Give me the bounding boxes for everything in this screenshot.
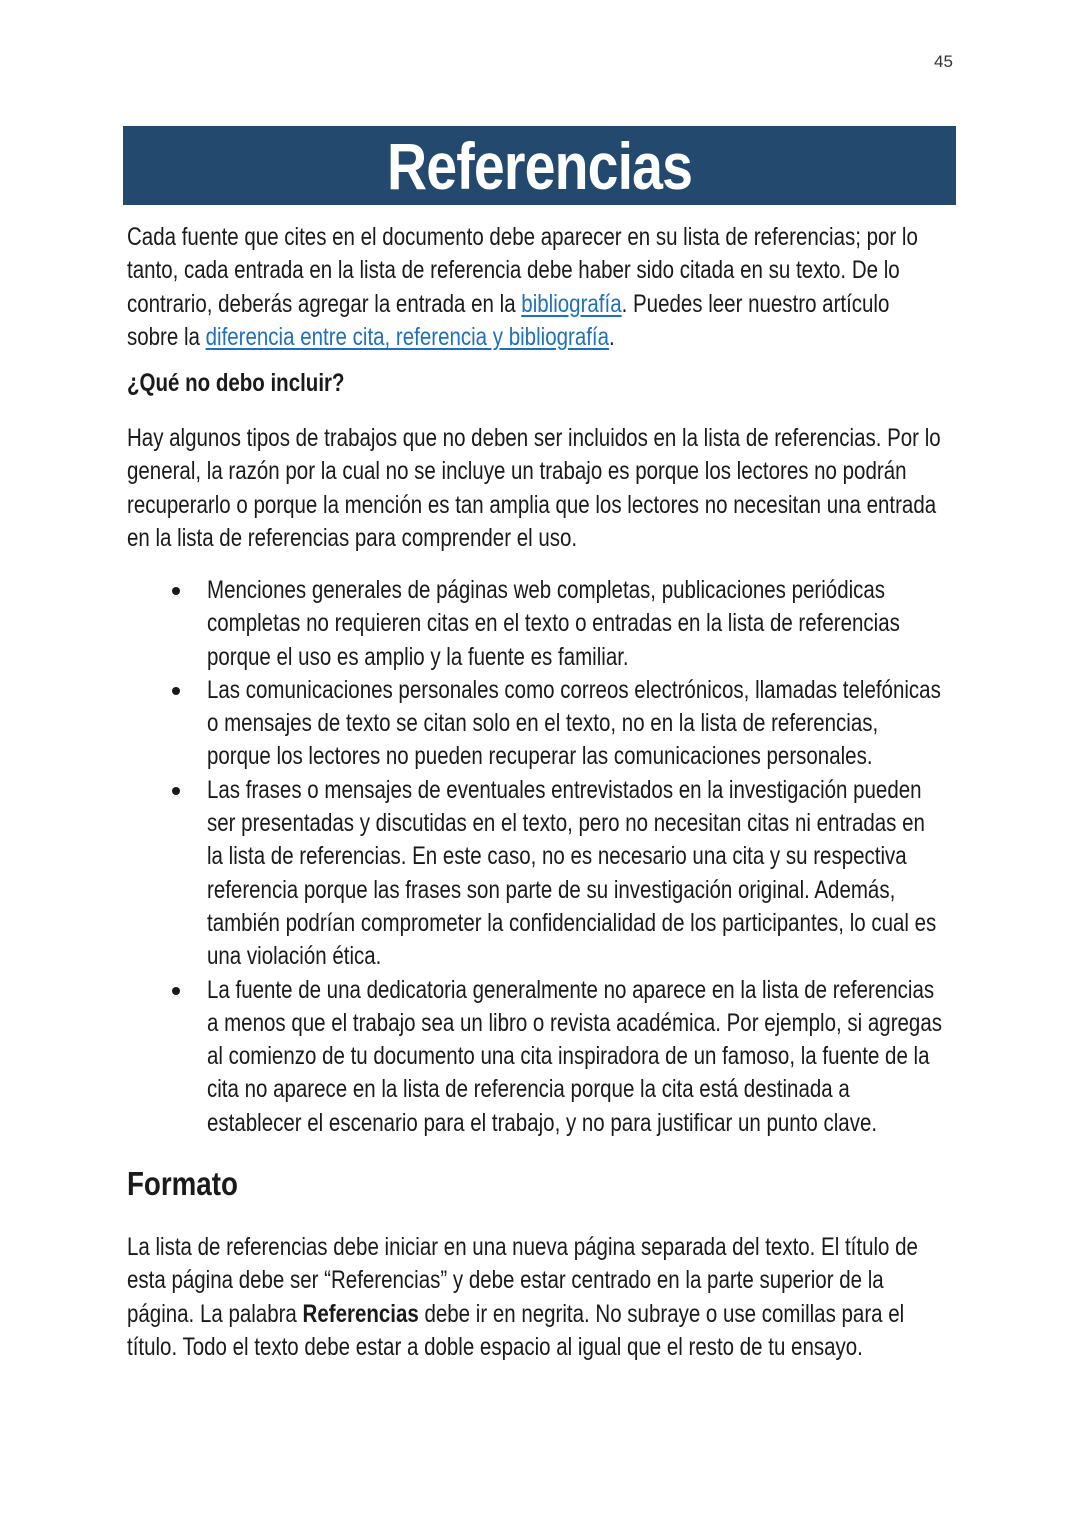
title-banner — [123, 126, 956, 205]
text-line: cita no aparece en la lista de referencia porque la cita está destinada a — [207, 1075, 850, 1104]
link[interactable]: diferencia entre cita, referencia y bibliografía — [205, 322, 610, 351]
text: página. La palabra — [127, 1299, 303, 1328]
list-item — [207, 674, 1080, 774]
text-line: porque el uso es amplio y la fuente es familiar. — [207, 642, 629, 671]
section-heading-format: Formato — [127, 1165, 238, 1202]
text-line — [127, 288, 918, 321]
page-title: Referencias — [386, 128, 693, 203]
text-line: la lista de referencias. En este caso, no es necesario una cita y su respectiva — [207, 842, 907, 871]
text-line — [127, 455, 941, 488]
text-line: también podrían comprometer la confidencialidad de los participantes, lo cual es — [207, 908, 937, 937]
text-line: Menciones generales de páginas web completas, publicaciones periódicas — [207, 576, 886, 604]
bullet-icon — [172, 587, 180, 595]
list-item — [207, 574, 1080, 674]
text-line: al comienzo de tu documento una cita inspiradora de un famoso, la fuente de la — [207, 1042, 930, 1071]
text: Cada fuente que cites en el documento debe aparecer en su lista de referencias; por lo — [127, 223, 918, 251]
text: sobre la — [127, 322, 206, 351]
list-item — [207, 774, 1080, 974]
text-line — [127, 522, 941, 555]
list-item — [207, 974, 1080, 1140]
bullet-icon — [172, 987, 180, 995]
text: general, la razón por la cual no se incluye un trabajo es porque los lectores no podrán — [127, 457, 907, 486]
section-heading-exclusions: ¿Qué no debo incluir? — [127, 369, 345, 397]
format-paragraph — [127, 1231, 1080, 1364]
text: en la lista de referencias para comprender el uso. — [127, 523, 578, 552]
text-line: o mensajes de texto se citan solo en el texto, no en la lista de referencias, — [207, 709, 879, 738]
text-line — [127, 321, 918, 354]
exclusions-list — [207, 574, 1080, 1140]
text-line — [127, 221, 918, 254]
text: contrario, deberás agregar la entrada en la — [127, 289, 522, 318]
text: recuperarlo o porque la mención es tan amplia que los lectores no necesitan una entrada — [127, 490, 937, 519]
text-line — [127, 489, 941, 522]
exclusions-paragraph — [127, 422, 1080, 555]
intro-paragraph — [127, 221, 1080, 354]
text-line — [127, 1331, 918, 1364]
page-number: 45 — [934, 52, 953, 71]
text-line: La fuente de una dedicatoria generalmente no aparece en la lista de referencias — [207, 975, 935, 1004]
text: . Puedes leer nuestro artículo — [621, 289, 890, 318]
text: esta página debe ser “Referencias” y debe estar centrado en la parte superior de la — [127, 1266, 884, 1295]
text-line: ser presentadas y discutidas en el texto, pero no necesitan citas ni entradas en — [207, 809, 925, 838]
text: tanto, cada entrada en la lista de referencia debe haber sido citada en su texto. De lo — [127, 256, 900, 285]
bold-text: Referencias — [302, 1299, 419, 1328]
text-line — [127, 1231, 918, 1264]
text-line — [127, 422, 941, 455]
text-line: porque los lectores no pueden recuperar las comunicaciones personales. — [207, 742, 873, 771]
text-line: establecer el escenario para el trabajo, y no para justificar un punto clave. — [207, 1108, 878, 1137]
text-line: una violación ética. — [207, 942, 382, 971]
text-line: completas no requieren citas en el texto o entradas en la lista de referencias — [207, 609, 900, 638]
text-line: a menos que el trabajo sea un libro o revista académica. Por ejemplo, si agregas — [207, 1008, 942, 1037]
link[interactable]: bibliografía — [521, 289, 622, 318]
text-line: Las comunicaciones personales como correos electrónicos, llamadas telefónicas — [207, 675, 941, 704]
text: . — [609, 322, 615, 351]
text-line — [127, 254, 918, 287]
bullet-icon — [172, 687, 180, 695]
text-line: Las frases o mensajes de eventuales entrevistados en la investigación pueden — [207, 775, 922, 804]
text-line: referencia porque las frases son parte de su investigación original. Además, — [207, 875, 896, 904]
text: Hay algunos tipos de trabajos que no deben ser incluidos en la lista de referencias. Por lo — [127, 424, 941, 452]
text: La lista de referencias debe iniciar en una nueva página separada del texto. El título de — [127, 1233, 918, 1261]
text: debe ir en negrita. No subraye o use comillas para el — [418, 1299, 905, 1328]
text-line — [127, 1298, 918, 1331]
text-line — [127, 1264, 918, 1297]
text: título. Todo el texto debe estar a doble espacio al igual que el resto de tu ensayo. — [127, 1332, 863, 1361]
bullet-icon — [172, 787, 180, 795]
